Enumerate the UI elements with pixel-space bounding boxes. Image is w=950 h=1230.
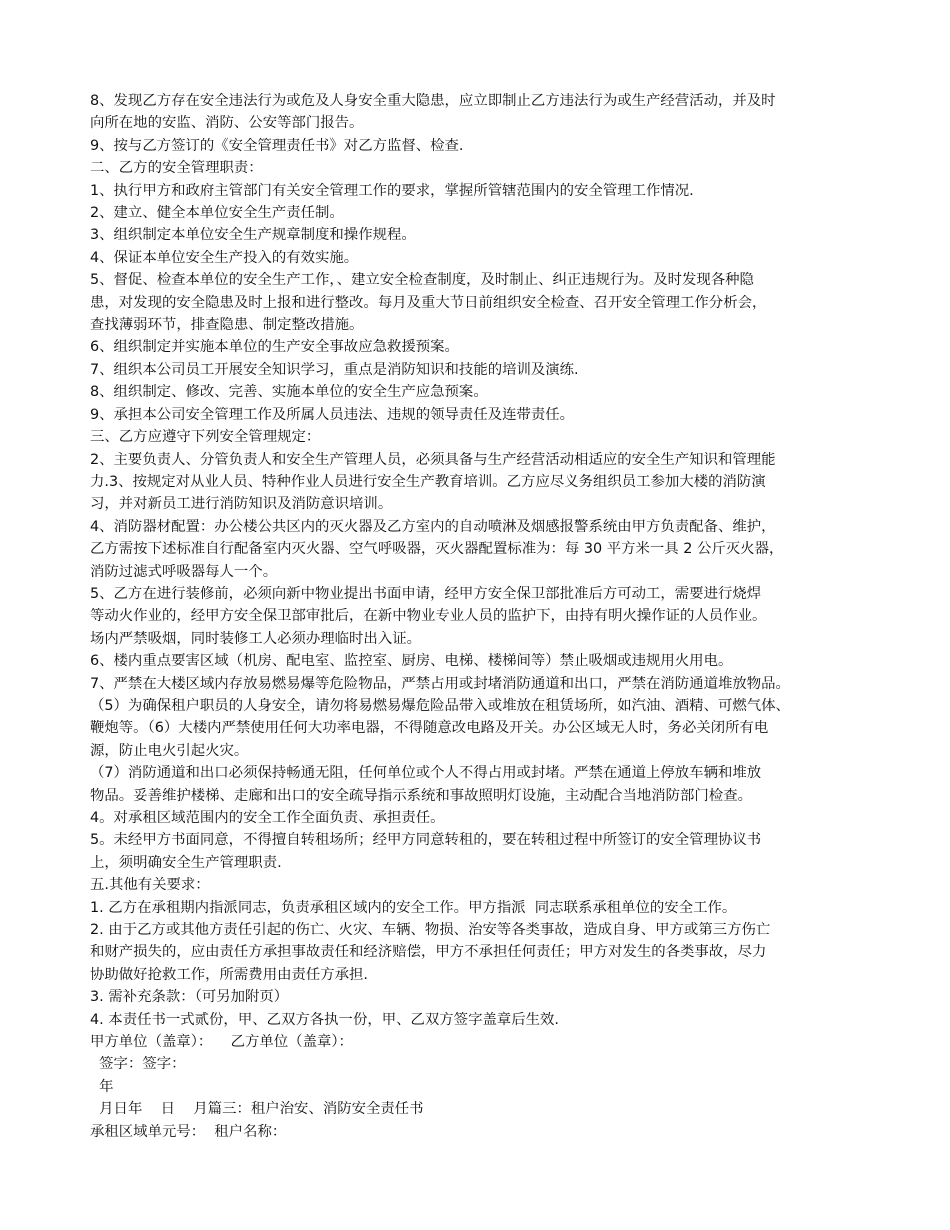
text-line: 5、督促、检查本单位的安全生产工作，、建立安全检查制度，及时制止、纠正违规行为。及时发现各种隐 <box>90 272 754 289</box>
text-line: 二、乙方的安全管理职责： <box>90 160 263 177</box>
text-line: 和财产损失的，应由责任方承担事故责任和经济赔偿，甲方不承担任何责任；甲方对发生的各类事故，尽力 <box>90 944 767 961</box>
text-line: 3、组织制定本单位安全生产规章制度和操作规程。 <box>90 227 416 244</box>
text-line: 年 <box>90 1078 114 1095</box>
text-line: 8、组织制定、修改、完善、实施本单位的安全生产应急预案。 <box>90 384 488 401</box>
text-line: 8、发现乙方存在安全违法行为或危及人身安全重大隐患，应立即制止乙方违法行为或生产经营活动，并及时 <box>90 93 776 109</box>
text-line: 9、承担本公司安全管理工作及所属人员违法、违规的领导责任及连带责任。 <box>90 406 575 423</box>
text-line: 等动火作业的，经甲方安全保卫部审批后，在新中物业专业人员的监护下，由持有明火操作证的人员作业。 <box>90 608 767 625</box>
text-line: 1. 乙方在承租期内指派同志，负责承租区域内的安全工作。甲方指派 同志联系承租单位的安全工作。 <box>90 899 737 916</box>
text-line: 承租区域单元号： 租户名称： <box>90 1123 287 1140</box>
text-line: 上，须明确安全生产管理职责. <box>90 854 282 871</box>
text-line: 2、主要负责人、分管负责人和安全生产管理人员，必须具备与生产经营活动相适应的安全生产知识和管理能 <box>90 451 776 468</box>
text-line: 5、乙方在进行装修前，必须向新中物业提出书面申请，经甲方安全保卫部批准后方可动工，需要进行烧焊 <box>90 585 762 602</box>
text-line: 3. 需补充条款：（可另加附页） <box>90 989 289 1006</box>
text-line: 甲方单位（盖章）： 乙方单位（盖章）： <box>90 1034 353 1051</box>
text-line: 查找薄弱环节，排查隐患、制定整改措施。 <box>90 317 364 334</box>
text-line: 习，并对新员工进行消防知识及消防意识培训。 <box>90 496 393 513</box>
text-line: 鞭炮等。（6）大楼内严禁使用任何大功率电器，不得随意改电路及开关。办公区域无人时，务必关闭所有电 <box>90 720 769 737</box>
text-line: （5）为确保租户职员的人身安全，请勿将易燃易爆危险品带入或堆放在租赁场所，如汽油、酒精、可燃气体、 <box>90 697 790 714</box>
text-line: 向所在地的安监、消防、公安等部门报告。 <box>90 115 364 132</box>
text-line: 6、楼内重点要害区域（机房、配电室、监控室、厨房、电梯、楼梯间等）禁止吸烟或违规用火用电。 <box>90 653 733 670</box>
text-line: 2、建立、健全本单位安全生产责任制。 <box>90 205 344 222</box>
text-line: 月日年 日 月篇三：租户治安、消防安全责任书 <box>90 1101 424 1118</box>
text-line: 4、消防器材配置：办公楼公共区内的灭火器及乙方室内的自动喷淋及烟感报警系统由甲方负责配备、维护， <box>90 518 776 535</box>
text-line: 签字：签字： <box>90 1056 186 1073</box>
text-line: 场内严禁吸烟，同时装修工人必须办理临时出入证。 <box>90 630 421 647</box>
text-line: 五.其他有关要求： <box>90 877 210 894</box>
text-line: 7、严禁在大楼区域内存放易燃易爆等危险物品，严禁占用或封堵消防通道和出口，严禁在消防通道堆放物品。 <box>90 675 790 692</box>
text-line: 协助做好抢救工作，所需费用由责任方承担. <box>90 966 368 983</box>
text-line: 力.3、按规定对从业人员、特种作业人员进行安全生产教育培训。乙方应尽义务组织员工参加大楼的消防演 <box>90 473 766 490</box>
text-line: 乙方需按下述标准自行配备室内灭火器、空气呼吸器，灭火器配置标准为：每 30 平方米一具 2 公斤灭火器， <box>90 541 784 558</box>
text-line: （7）消防通道和出口必须保持畅通无阻，任何单位或个人不得占用或封堵。严禁在通道上停放车辆和堆放 <box>90 765 762 782</box>
text-line: 4. 本责任书一式贰份，甲、乙双方各执一份，甲、乙双方签字盖章后生效. <box>90 1011 559 1028</box>
text-line: 物品。妥善维护楼梯、走廊和出口的安全疏导指示系统和事故照明灯设施，主动配合当地消防部门检查。 <box>90 787 752 804</box>
text-line: 2. 由于乙方或其他方责任引起的伤亡、火灾、车辆、物损、治安等各类事故，造成自身、甲方或第三方伤亡 <box>90 922 771 939</box>
text-line: 消防过滤式呼吸器每人一个。 <box>90 563 278 580</box>
text-line: 7、组织本公司员工开展安全知识学习，重点是消防知识和技能的培训及演练. <box>90 361 579 378</box>
text-line: 4、保证本单位安全生产投入的有效实施。 <box>90 249 359 266</box>
text-line: 源，防止电火引起火灾。 <box>90 742 249 759</box>
text-line: 9、按与乙方签订的《安全管理责任书》对乙方监督、检查. <box>90 137 464 154</box>
text-line: 5。未经甲方书面同意，不得擅自转租场所；经甲方同意转租的，要在转租过程中所签订的安全管理协议书 <box>90 832 762 849</box>
text-line: 患，对发现的安全隐患及时上报和进行整改。每月及重大节日前组织安全检查、召开安全管理工作分析会， <box>90 294 767 311</box>
text-line: 6、组织制定并实施本单位的生产安全事故应急救援预案。 <box>90 339 459 356</box>
text-line: 三、乙方应遵守下列安全管理规定： <box>90 429 321 446</box>
text-line: 4。对承租区域范围内的安全工作全面负责、承担责任。 <box>90 810 445 826</box>
text-line: 1、执行甲方和政府主管部门有关安全管理工作的要求，掌握所管辖范围内的安全管理工作情况. <box>90 182 694 199</box>
document-body <box>90 90 870 1143</box>
